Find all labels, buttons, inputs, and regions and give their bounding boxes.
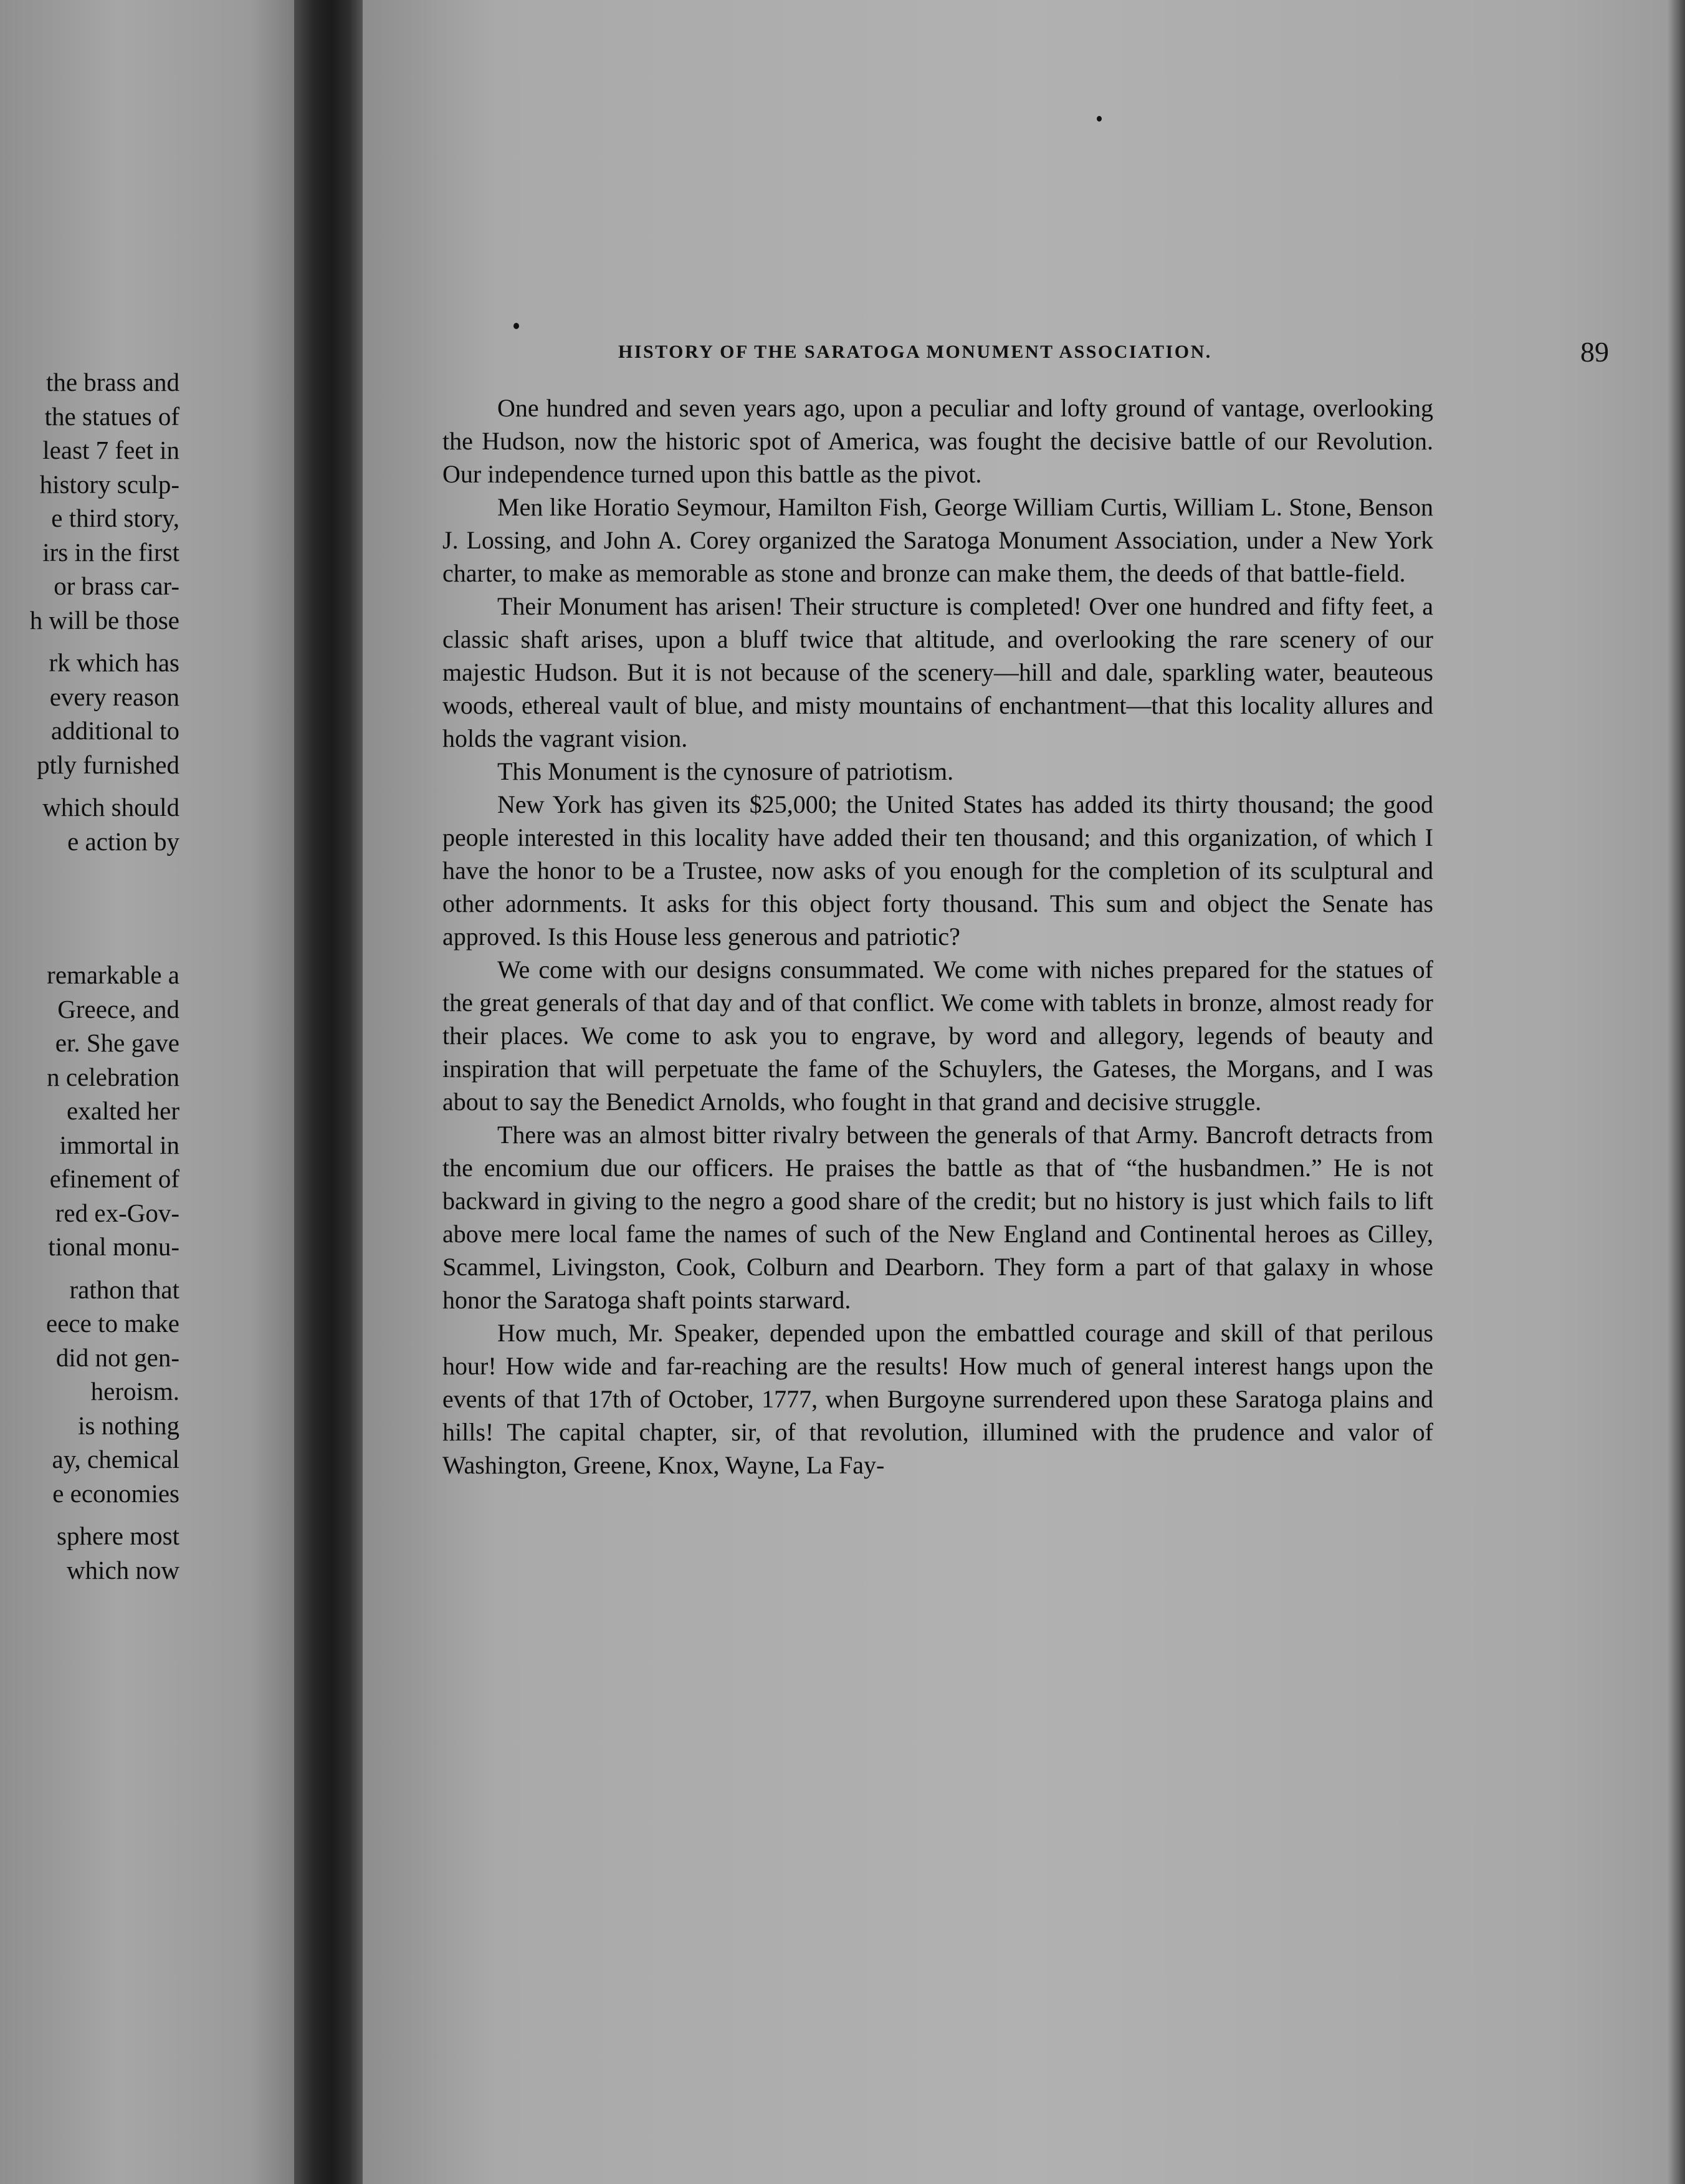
- left-line: heroism.: [90, 1377, 179, 1406]
- paragraph: Men like Horatio Seymour, Hamilton Fish, George William Curtis, William L. Stone, Benson J. Lossing, and John A. Corey organized the Saratoga Monument Association, under a New York charter, to make as memorable as stone and bronze can make them, the deeds of that battle-field.: [442, 493, 1433, 587]
- left-line: e economies: [52, 1478, 179, 1508]
- running-title: HISTORY OF THE SARATOGA MONUMENT ASSOCIATION.: [618, 342, 1212, 362]
- left-line: or brass car-: [54, 572, 179, 600]
- left-line: tional monu-: [48, 1232, 179, 1261]
- left-line: er. She gave: [55, 1028, 179, 1057]
- left-line: is nothing: [78, 1410, 179, 1440]
- left-line: ay, chemical: [52, 1445, 179, 1473]
- left-line: ptly furnished: [37, 750, 179, 779]
- left-line: efinement of: [49, 1164, 179, 1193]
- left-line: e third story,: [51, 504, 179, 532]
- left-line: eece to make: [46, 1309, 179, 1338]
- running-head: [618, 335, 1609, 373]
- left-page: [0, 0, 294, 2184]
- page-number: 89: [1580, 336, 1609, 368]
- paragraph: There was an almost bitter rivalry between the generals of that Army. Bancroft detracts from the encomium due our officers. He praises the battle as that of “the husbandmen.” He is not backward in giving to the negro a good share of the credit; but no history is just which fails to lift above mere local fame the names of such of the New England and Continental heroes as Cilley, Scammel, Livingston, Cook, Colburn and Dearborn. They form a part of that galaxy in whose honor the Saratoga shaft points starward.: [442, 1121, 1433, 1314]
- left-line: history sculp-: [39, 469, 179, 499]
- paragraph: Their Monument has arisen! Their structure is completed! Over one hundred and fifty feet, a classic shaft arises, upon a bluff twice that altitude, and overlooking the rare scenery of our majestic Hudson. But it is not because of the scenery—hill and dale, sparkling water, beauteous woods, ethereal vault of blue, and misty mountains of enchantment—that this locality allures and holds the vagrant vision.: [442, 592, 1433, 752]
- left-line: which should: [42, 793, 179, 821]
- left-line: every reason: [49, 682, 179, 711]
- print-speck: [513, 323, 519, 329]
- paragraph: This Monument is the cynosure of patriotism.: [497, 757, 954, 785]
- body-text: [442, 391, 1433, 1482]
- paragraph: New York has given its $25,000; the United States has added its thirty thousand; the good people interested in this locality have added their ten thousand; and this organization, of which I have the honor to be a Trustee, now asks of you enough for the completion of its sculptural and other adornments. It asks for this object forty thousand. This sum and object the Senate has approved. Is this House less generous and patriotic?: [442, 790, 1433, 951]
- left-line: n celebration: [47, 1062, 179, 1091]
- left-line: the brass and: [45, 368, 179, 396]
- left-page-text-fragments: [0, 365, 179, 1587]
- paragraph: We come with our designs consummated. We come with niches prepared for the statues of the great generals of that day and of that conflict. We come with tablets in bronze, almost ready for their places. We come to ask you to engrave, by word and allegory, legends of beauty and inspiration that will perpetuate the fame of the Schuylers, the Gateses, the Morgans, and I was about to say the Benedict Arnolds, who fought in that grand and decisive struggle.: [442, 956, 1433, 1116]
- paragraph: How much, Mr. Speaker, depended upon the embattled courage and skill of that perilous hour! How wide and far-reaching are the results! How much of general interest hangs upon the events of that 17th of October, 1777, when Burgoyne surrendered upon these Saratoga plains and hills! The capital chapter, sir, of that revolution, illumined with the prudence and valor of Washington, Greene, Knox, Wayne, La Fay-: [442, 1319, 1433, 1479]
- left-line: h will be those: [29, 605, 179, 635]
- paragraph: One hundred and seven years ago, upon a peculiar and lofty ground of vantage, overlooking the Hudson, now the historic spot of America, was fought the decisive battle of our Revolution. Our independence turned upon this battle as the pivot.: [442, 394, 1433, 488]
- left-line: rathon that: [69, 1275, 179, 1304]
- left-line: exalted her: [67, 1096, 179, 1125]
- left-line: Greece, and: [57, 994, 179, 1023]
- book-gutter: [294, 0, 363, 2184]
- left-line: additional to: [50, 716, 179, 745]
- left-line: immortal in: [59, 1130, 179, 1159]
- left-line: rk which has: [49, 648, 179, 677]
- right-page: [363, 0, 1685, 2184]
- left-line: the statues of: [44, 401, 179, 431]
- left-line: did not gen-: [55, 1343, 179, 1372]
- left-line: red ex-Gov-: [55, 1198, 179, 1227]
- left-line: which now: [66, 1555, 179, 1584]
- left-line: sphere most: [57, 1521, 179, 1550]
- left-line: remarkable a: [47, 960, 179, 989]
- left-line: least 7 feet in: [42, 436, 179, 464]
- left-line: e action by: [67, 826, 179, 856]
- print-speck: [1097, 116, 1102, 122]
- left-line: irs in the first: [42, 537, 179, 567]
